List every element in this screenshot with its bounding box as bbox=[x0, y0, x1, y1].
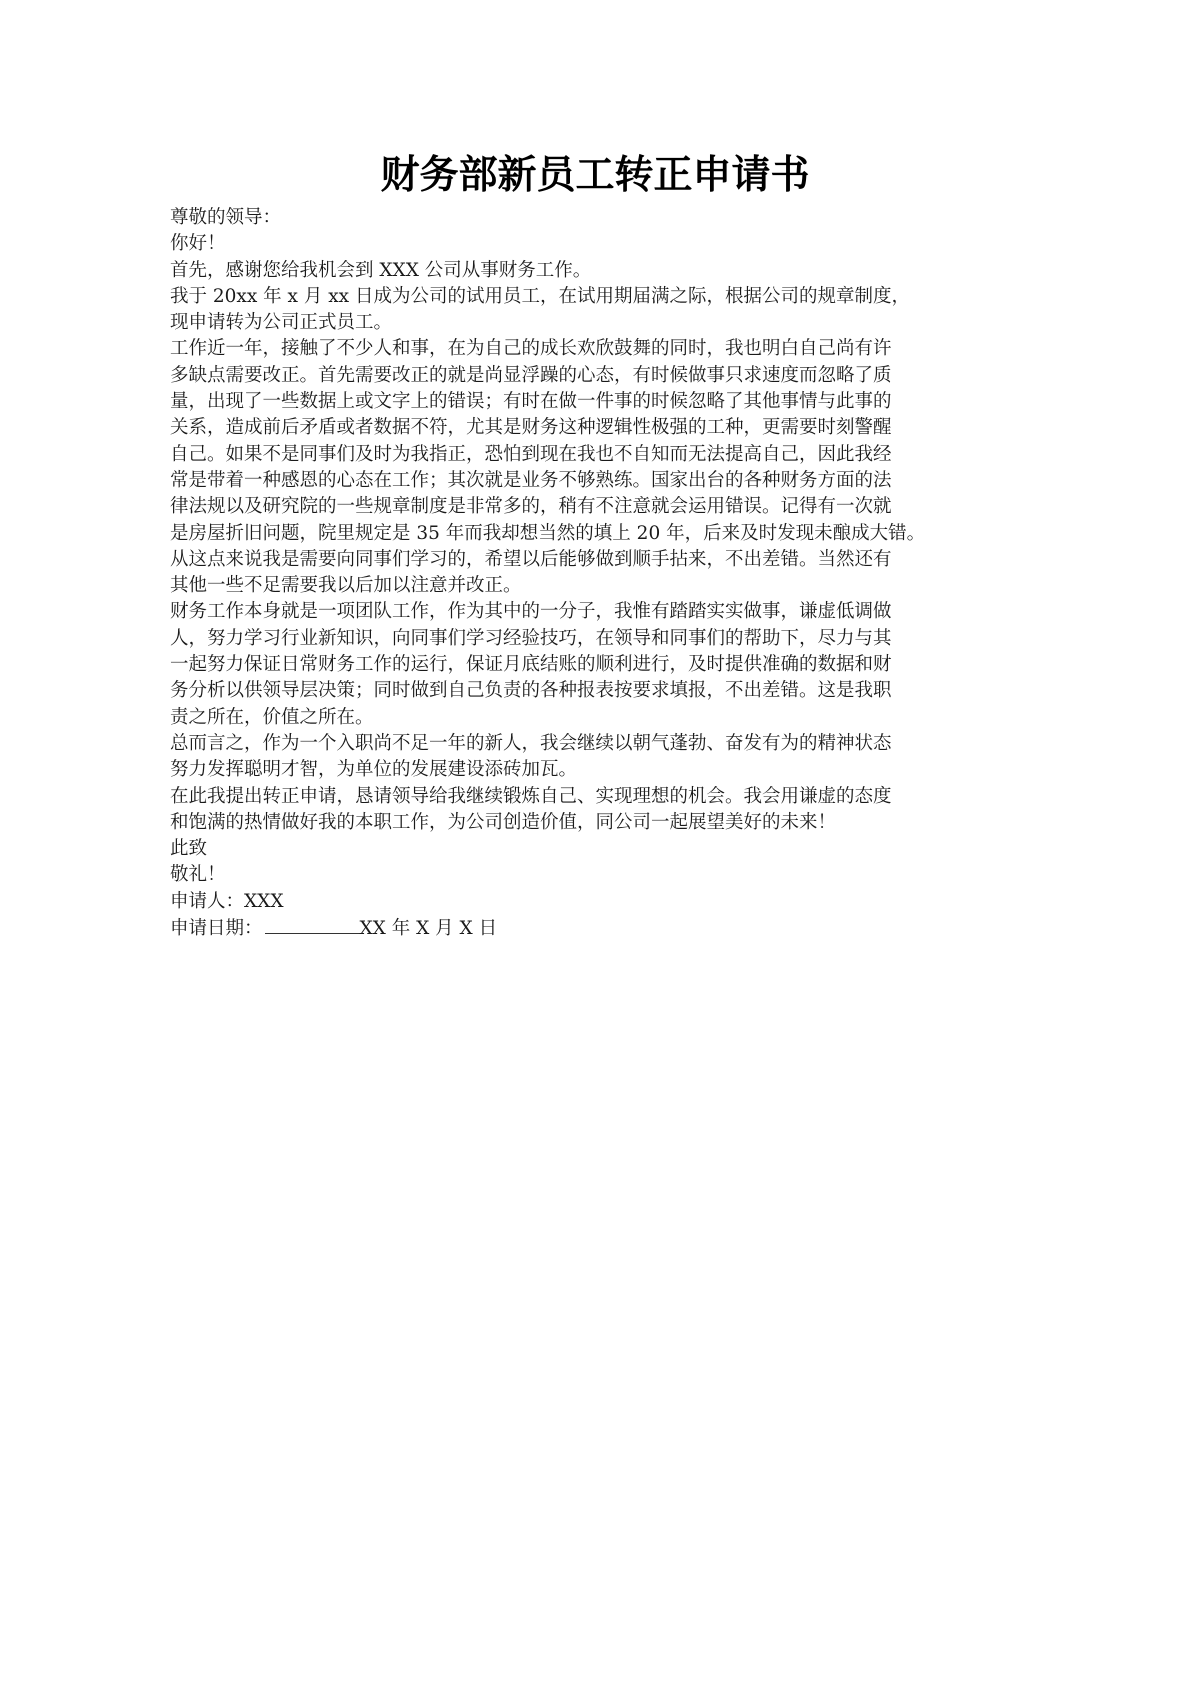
body-line: 务分析以供领导层决策；同时做到自己负责的各种报表按要求填报，不出差错。这是我职 bbox=[170, 680, 892, 702]
date-label: 申请日期： bbox=[170, 918, 263, 940]
body-line: 关系，造成前后矛盾或者数据不符，尤其是财务这种逻辑性极强的工种，更需要时刻警醒 bbox=[170, 417, 892, 439]
body-line: 工作近一年，接触了不少人和事，在为自己的成长欢欣鼓舞的同时，我也明白自己尚有许 bbox=[170, 338, 892, 360]
body-line: 从这点来说我是需要向同事们学习的，希望以后能够做到顺手拈来，不出差错。当然还有 bbox=[170, 548, 892, 570]
body-line: 努力发挥聪明才智，为单位的发展建设添砖加瓦。 bbox=[170, 759, 578, 781]
document-body bbox=[170, 205, 1020, 941]
body-line: 律法规以及研究院的一些规章制度是非常多的，稍有不注意就会运用错误。记得有一次就 bbox=[170, 496, 892, 518]
applicant-line bbox=[170, 889, 1020, 915]
body-line: 责之所在，价值之所在。 bbox=[170, 706, 374, 728]
closing-line-1: 此致 bbox=[170, 838, 208, 860]
body-line: 自己。如果不是同事们及时为我指正，恐怕到现在我也不自知而无法提高自己，因此我经 bbox=[170, 443, 892, 465]
body-line: 我于 20xx 年 x 月 xx 日成为公司的试用员工，在试用期届满之际，根据公司的规章制度， bbox=[170, 285, 910, 307]
body-line: 是房屋折旧问题，院里规定是 35 年而我却想当然的填上 20 年，后来及时发现未酿成大错。 bbox=[170, 522, 926, 544]
body-line: 总而言之，作为一个入职尚不足一年的新人，我会继续以朝气蓬勃、奋发有为的精神状态 bbox=[170, 732, 892, 754]
date-value: XX 年 X 月 X 日 bbox=[359, 918, 498, 940]
applicant-label: 申请人： bbox=[170, 890, 245, 912]
closing-line-2: 敬礼！ bbox=[170, 864, 226, 886]
body-line: 其他一些不足需要我以后加以注意并改正。 bbox=[170, 575, 522, 597]
body-line: 一起努力保证日常财务工作的运行，保证月底结账的顺利进行，及时提供准确的数据和财 bbox=[170, 654, 892, 676]
date-line bbox=[170, 915, 1020, 941]
body-line: 多缺点需要改正。首先需要改正的就是尚显浮躁的心态，有时候做事只求速度而忽略了质 bbox=[170, 364, 892, 386]
date-blank-underline bbox=[265, 915, 360, 934]
body-line: 量，出现了一些数据上或文字上的错误；有时在做一件事的时候忽略了其他事情与此事的 bbox=[170, 391, 892, 413]
body-line: 人，努力学习行业新知识，向同事们学习经验技巧，在领导和同事们的帮助下，尽力与其 bbox=[170, 627, 892, 649]
applicant-name: XXX bbox=[244, 890, 284, 912]
body-line: 常是带着一种感恩的心态在工作；其次就是业务不够熟练。国家出台的各种财务方面的法 bbox=[170, 469, 892, 491]
body-line: 现申请转为公司正式员工。 bbox=[170, 312, 393, 334]
body-line: 和饱满的热情做好我的本职工作，为公司创造价值，同公司一起展望美好的未来！ bbox=[170, 811, 837, 833]
body-line: 首先，感谢您给我机会到 XXX 公司从事财务工作。 bbox=[170, 259, 592, 281]
greeting: 你好！ bbox=[170, 233, 226, 255]
salutation: 尊敬的领导： bbox=[170, 207, 282, 228]
document-title: 财务部新员工转正申请书 bbox=[380, 153, 810, 198]
body-line: 财务工作本身就是一项团队工作，作为其中的一分子，我惟有踏踏实实做事，谦虚低调做 bbox=[170, 601, 892, 623]
body-line: 在此我提出转正申请，恳请领导给我继续锻炼自己、实现理想的机会。我会用谦虚的态度 bbox=[170, 785, 892, 807]
